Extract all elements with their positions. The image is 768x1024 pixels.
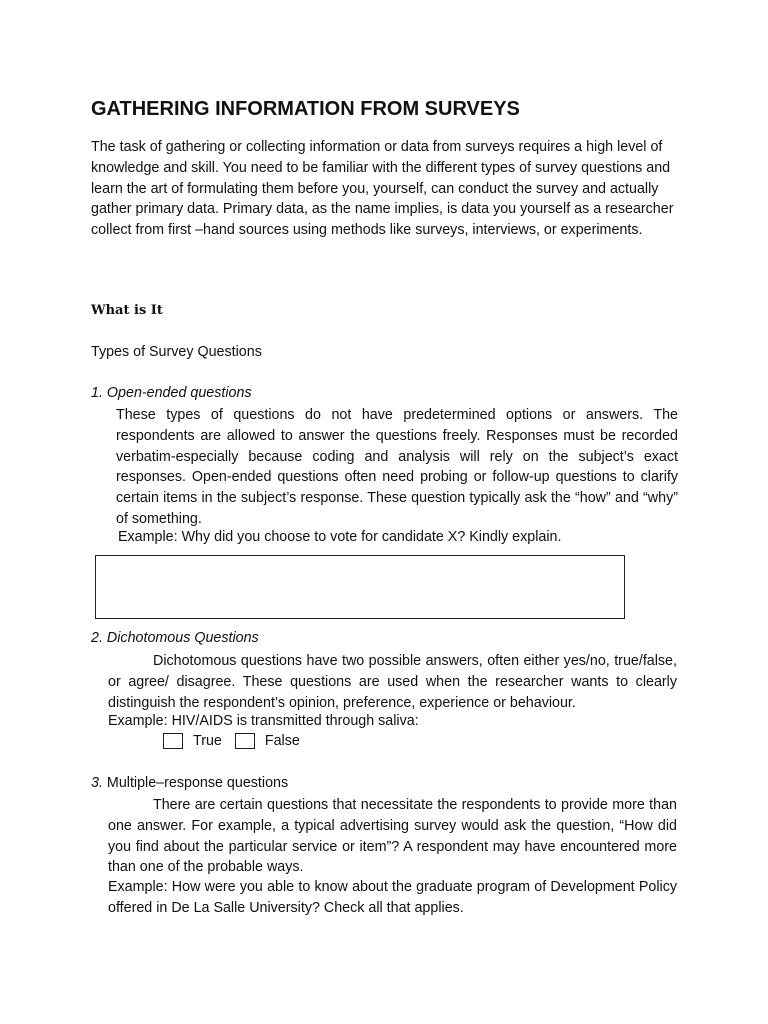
section-heading: What is It <box>91 303 163 318</box>
question-3-number: 3. <box>91 775 103 791</box>
false-label: False <box>264 733 300 749</box>
types-heading: Types of Survey Questions <box>91 344 262 360</box>
question-1-body: These types of questions do not have predetermined options or answers. The respondents are allowed to answer the questions freely. Responses must be recorded verbatim-especially because coding and analysis will rely on the subject’s exact responses. Open-ended questions often need probing or follow-up questions to clarify certain items in the subject’s response. These question typically ask the “how” and “why” of something. <box>116 407 678 527</box>
true-checkbox[interactable] <box>163 733 183 749</box>
open-answer-box[interactable] <box>95 555 625 619</box>
false-checkbox[interactable] <box>235 733 255 749</box>
question-3-body: There are certain questions that necessitate the respondents to provide more than one answer. For example, a typical advertising survey would ask the question, “How did you find about the particular service or item”? A respondent may have encountered more than one of the probable ways. <box>108 797 677 876</box>
true-false-options <box>163 733 313 749</box>
page-title: GATHERING INFORMATION FROM SURVEYS <box>91 98 520 120</box>
question-2-heading <box>91 630 259 646</box>
question-3-title: Multiple–response questions <box>106 775 289 791</box>
question-1-example: Example: Why did you choose to vote for candidate X? Kindly explain. <box>118 529 562 545</box>
question-2-title: Dichotomous Questions <box>106 630 259 646</box>
true-label: True <box>193 733 222 749</box>
intro-paragraph: The task of gathering or collecting information or data from surveys requires a high level of knowledge and skill. You need to be familiar with the different types of survey questions and learn the art of formulating them before you, yourself, can conduct the survey and actually gather primary data. Primary data, as the name implies, is data you yourself as a researcher collect from first –hand sources using methods like surveys, interviews, or experiments. <box>91 139 674 239</box>
question-3-example: Example: How were you able to know about the graduate program of Development Policy offered in De La Salle University? Check all that applies. <box>108 879 677 916</box>
question-2-body: Dichotomous questions have two possible answers, often either yes/no, true/false, or agree/ disagree. These questions are used when the researcher wants to clearly distinguish the respondent’s opinion, preference, experience or behaviour. <box>108 653 677 711</box>
question-2-number: 2. <box>91 630 103 646</box>
question-1-title: Open-ended questions <box>106 385 252 401</box>
question-2-example: Example: HIV/AIDS is transmitted through saliva: <box>108 713 419 729</box>
question-1-number: 1. <box>91 385 103 401</box>
question-3-heading <box>91 775 288 791</box>
question-1-heading <box>91 385 252 401</box>
